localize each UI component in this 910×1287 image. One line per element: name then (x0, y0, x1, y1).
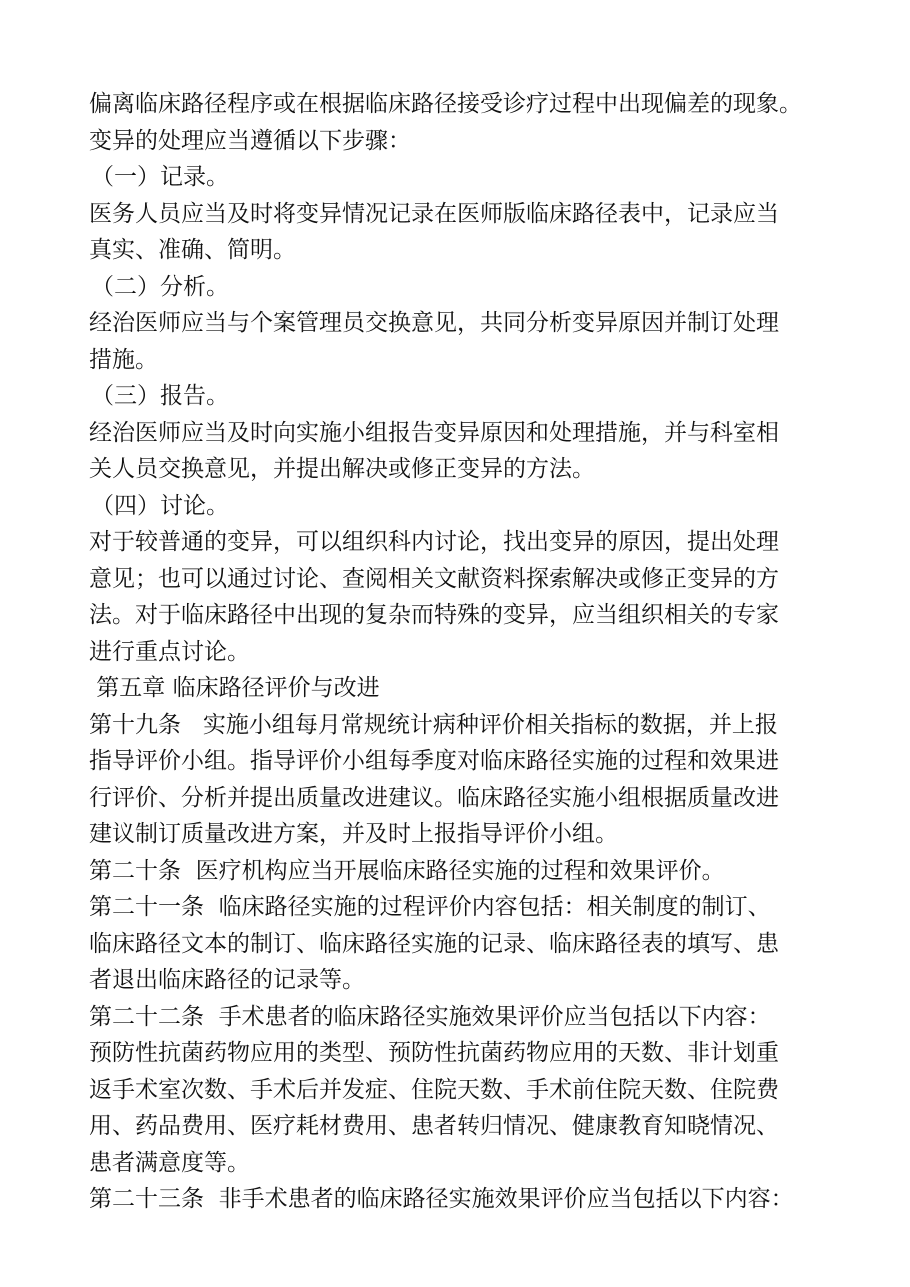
body-text-line: 偏离临床路径程序或在根据临床路径接受诊疗过程中出现偏差的现象。 (89, 91, 802, 117)
body-text-line: 预防性抗菌药物应用的类型、预防性抗菌药物应用的天数、非计划重 (89, 1040, 779, 1066)
article-22-line: 第二十二条 手术患者的临床路径实施效果评价应当包括以下内容： (89, 1003, 771, 1030)
article-20-line: 第二十条 医疗机构应当开展临床路径实施的过程和效果评价。 (89, 857, 725, 884)
article-19-line: 第十九条 实施小组每月常规统计病种评价相关指标的数据，并上报 (89, 711, 778, 738)
body-text-line: 患者满意度等。 (89, 1149, 250, 1176)
body-text-line: 医务人员应当及时将变异情况记录在医师版临床路径表中，记录应当 (89, 200, 779, 227)
document-body (89, 86, 849, 1218)
body-text-line: 真实、准确、简明。 (89, 237, 296, 263)
body-text-line: 者退出临床路径的记录等。 (89, 967, 365, 993)
step-heading-analysis: （二）分析。 (91, 273, 229, 300)
body-text-line: 对于较普通的变异，可以组织科内讨论，找出变异的原因，提出处理 (89, 529, 779, 555)
body-text-line: 指导评价小组。指导评价小组每季度对临床路径实施的过程和效果进 (89, 748, 779, 774)
body-text-line: 变异的处理应当遵循以下步骤： (89, 127, 411, 154)
body-text-line: 关人员交换意见，并提出解决或修正变异的方法。 (89, 456, 595, 482)
body-text-line: 经治医师应当与个案管理员交换意见，共同分析变异原因并制订处理 (89, 310, 779, 336)
body-text-line: 意见；也可以通过讨论、查阅相关文献资料探索解决或修正变异的方 (89, 565, 779, 592)
body-text-line: 用、药品费用、医疗耗材费用、患者转归情况、健康教育知晓情况、 (89, 1113, 779, 1139)
body-text-line: 建议制订质量改进方案，并及时上报指导评价小组。 (89, 821, 618, 847)
step-heading-report: （三）报告。 (91, 383, 229, 409)
body-text-line: 法。对于临床路径中出现的复杂而特殊的变异，应当组织相关的专家 (89, 602, 779, 628)
body-text-line: 返手术室次数、手术后并发症、住院天数、手术前住院天数、住院费 (89, 1076, 779, 1103)
step-heading-discussion: （四）讨论。 (91, 492, 229, 519)
article-23-line: 第二十三条 非手术患者的临床路径实施效果评价应当包括以下内容： (89, 1186, 794, 1212)
chapter-heading: 第五章 临床路径评价与改进 (89, 675, 380, 701)
article-21-line: 第二十一条 临床路径实施的过程评价内容包括：相关制度的制订、 (89, 894, 771, 920)
body-text-line: 行评价、分析并提出质量改进建议。临床路径实施小组根据质量改进 (89, 784, 779, 811)
body-text-line: 临床路径文本的制订、临床路径实施的记录、临床路径表的填写、患 (89, 930, 779, 957)
body-text-line: 措施。 (89, 346, 158, 373)
step-heading-record: （一）记录。 (91, 164, 229, 190)
body-text-line: 进行重点讨论。 (89, 638, 250, 665)
body-text-line: 经治医师应当及时向实施小组报告变异原因和处理措施，并与科室相 (89, 419, 779, 446)
